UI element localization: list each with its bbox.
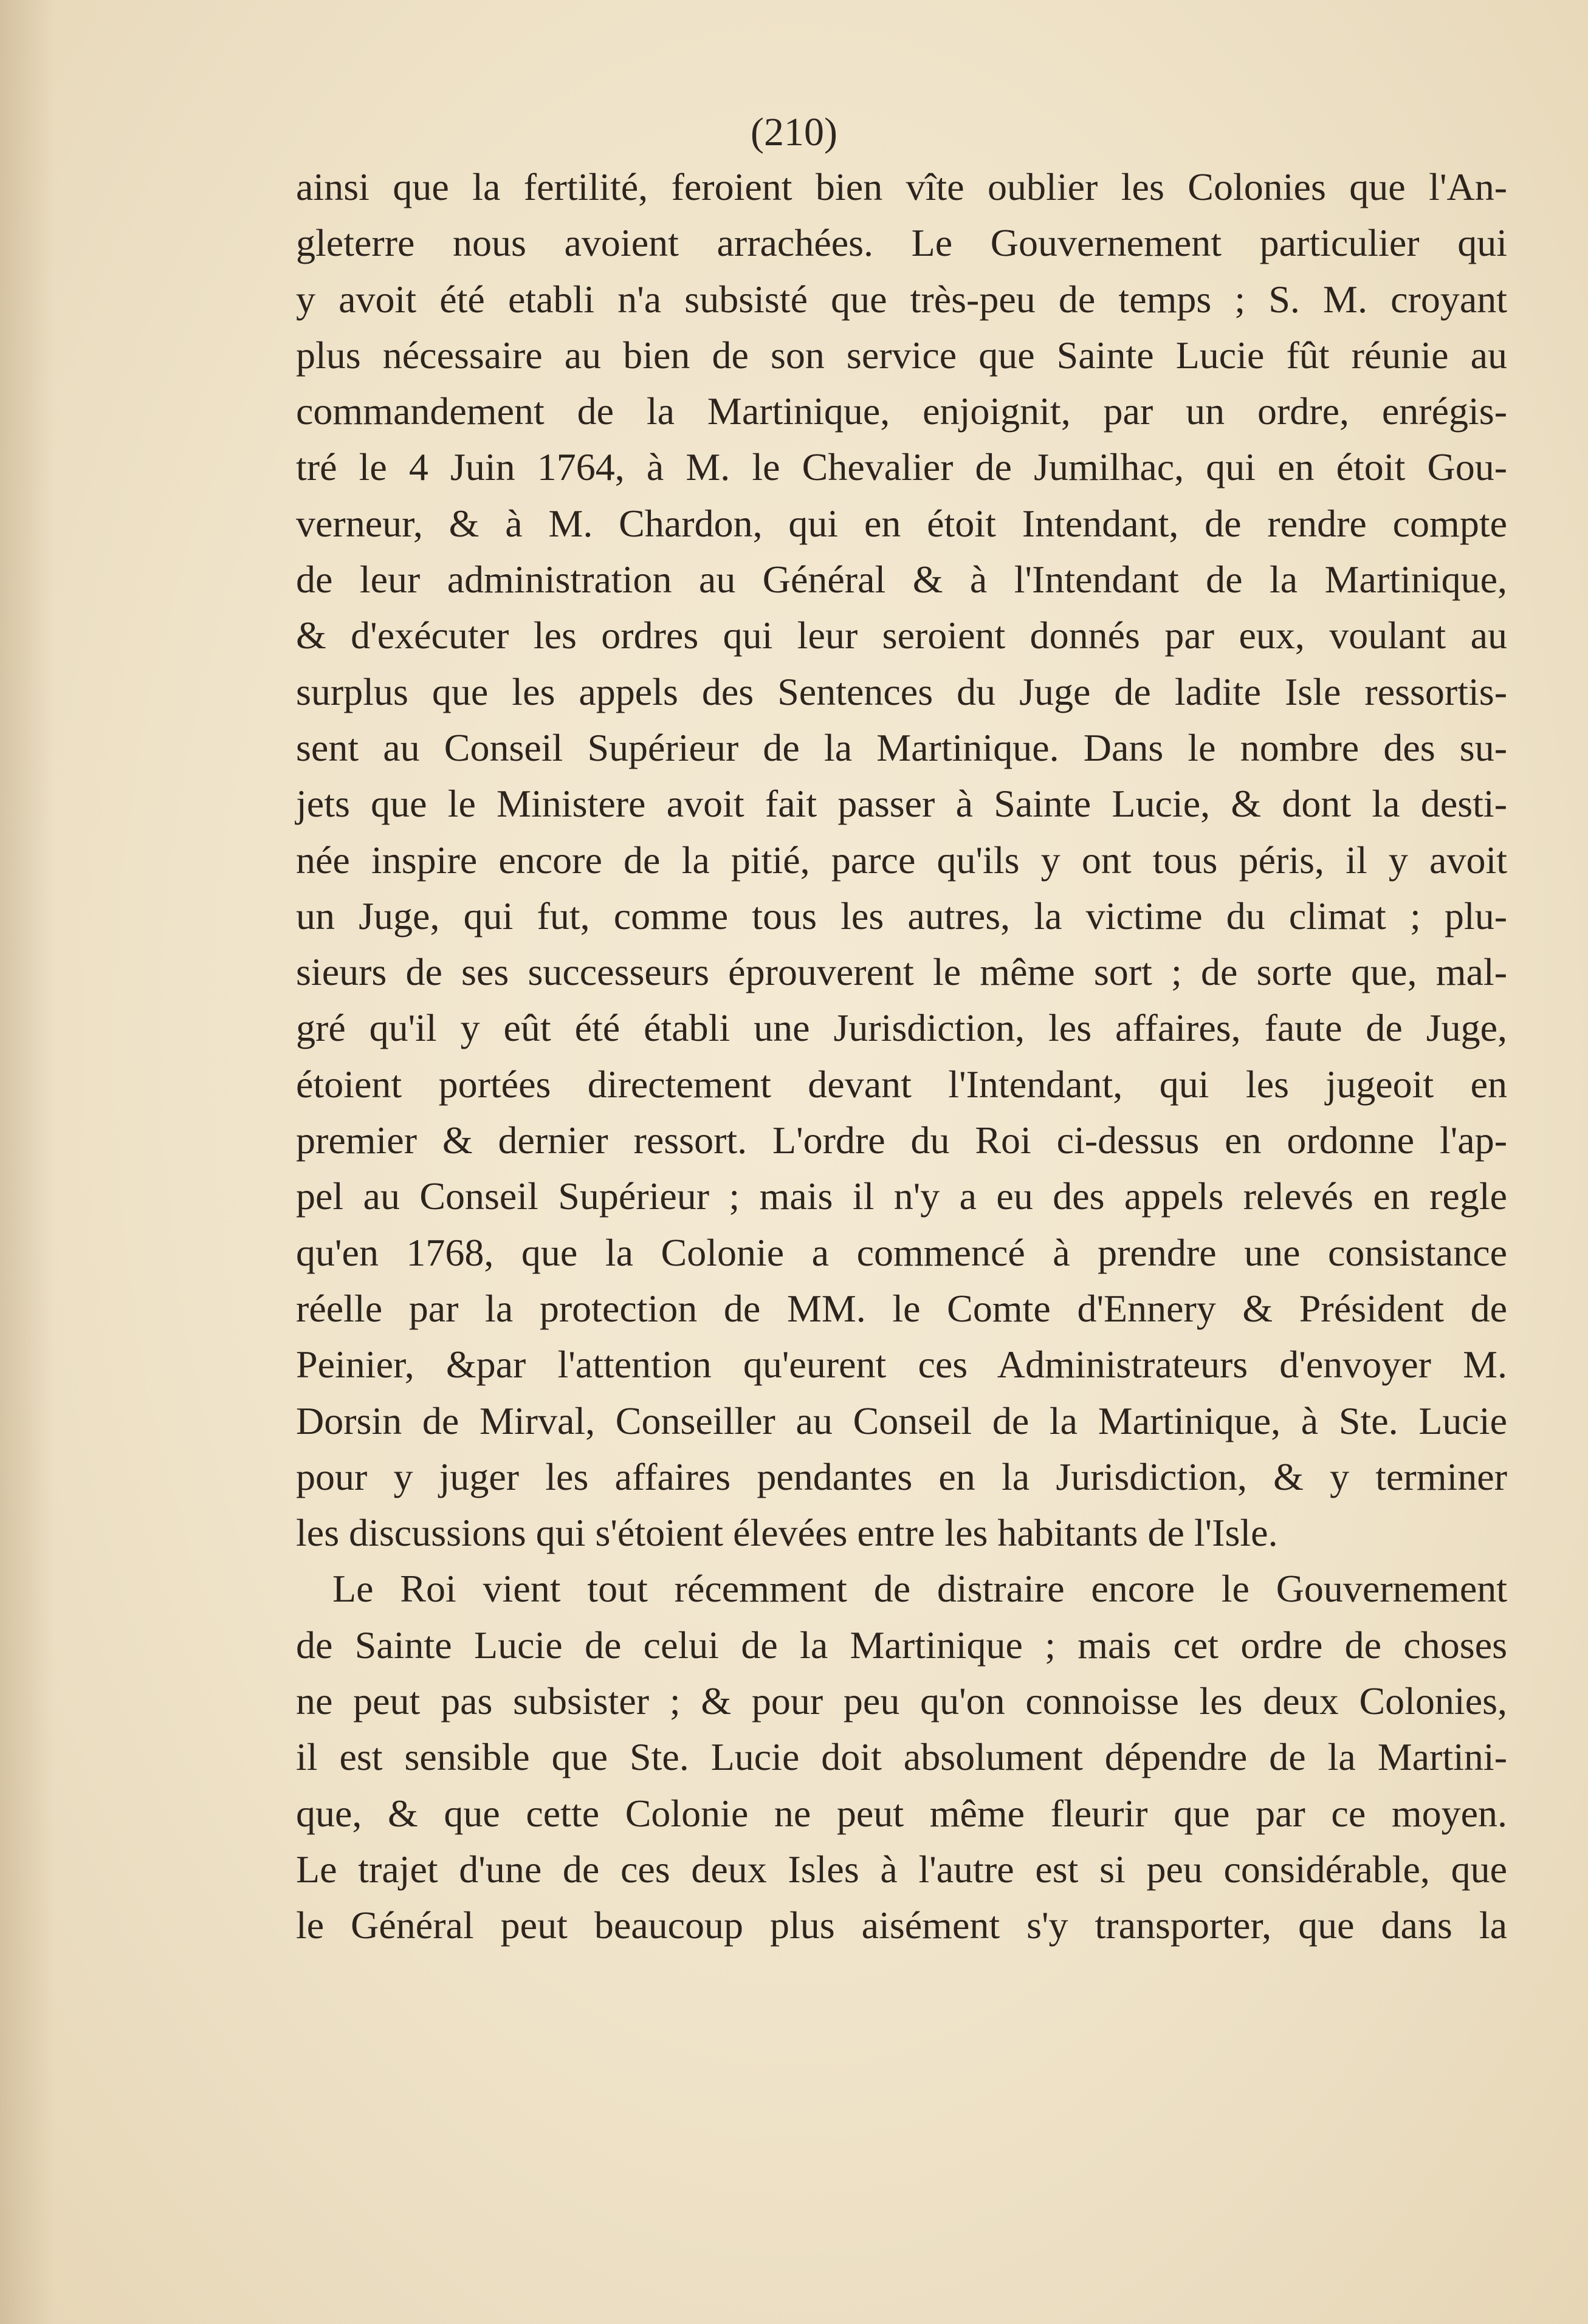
text-line: de leur administration au Général & à l'Intendant de la Martinique,: [296, 558, 1507, 602]
text-line: verneur, & à M. Chardon, qui en étoit Intendant, de rendre compte: [296, 501, 1507, 545]
text-line: étoient portées directement devant l'Intendant, qui les jugeoit en: [296, 1062, 1507, 1106]
text-line: sent au Conseil Supérieur de la Martinique. Dans le nombre des su-: [296, 725, 1507, 769]
text-line: un Juge, qui fut, comme tous les autres, la victime du climat ; plu-: [296, 894, 1507, 937]
text-line: ainsi que la fertilité, feroient bien vîte oublier les Colonies que l'An-: [296, 165, 1507, 208]
body-text: [296, 159, 1507, 1954]
text-line: premier & dernier ressort. L'ordre du Roi ci-dessus en ordonne l'ap-: [296, 1119, 1507, 1162]
text-line: née inspire encore de la pitié, parce qu'ils y ont tous péris, il y avoit: [296, 838, 1507, 882]
text-line: gré qu'il y eût été établi une Jurisdiction, les affaires, faute de Juge,: [296, 1006, 1507, 1050]
text-line: de Sainte Lucie de celui de la Martinique ; mais cet ordre de choses: [296, 1623, 1507, 1667]
page-number: (210): [751, 110, 837, 154]
text-line: Dorsin de Mirval, Conseiller au Conseil de la Martinique, à Ste. Lucie: [296, 1399, 1507, 1442]
text-line: gleterre nous avoient arrachées. Le Gouvernement particulier qui: [296, 221, 1507, 265]
text-line: ne peut pas subsister ; & pour peu qu'on connoisse les deux Colonies,: [296, 1679, 1507, 1723]
text-line: & d'exécuter les ordres qui leur seroient donnés par eux, voulant au: [296, 614, 1507, 657]
text-line: Le trajet d'une de ces deux Isles à l'autre est si peu considérable, que: [296, 1847, 1507, 1891]
text-line: que, & que cette Colonie ne peut même fleurir que par ce moyen.: [296, 1791, 1507, 1835]
text-line: commandement de la Martinique, enjoignit, par un ordre, enrégis-: [296, 389, 1507, 433]
text-line: plus nécessaire au bien de son service que Sainte Lucie fût réunie au: [296, 333, 1507, 377]
text-line: réelle par la protection de MM. le Comte d'Ennery & Président de: [296, 1286, 1507, 1330]
text-line: sieurs de ses successeurs éprouverent le même sort ; de sorte que, mal-: [296, 950, 1507, 994]
text-line: Le Roi vient tout récemment de distraire encore le Gouvernement: [332, 1567, 1507, 1611]
text-line: les discussions qui s'étoient élevées entre les habitants de l'Isle.: [296, 1511, 1278, 1555]
text-line: qu'en 1768, que la Colonie a commencé à prendre une consistance: [296, 1230, 1507, 1274]
text-line: Peinier, &par l'attention qu'eurent ces Administrateurs d'envoyer M.: [296, 1343, 1507, 1387]
binding-shadow: [0, 0, 55, 2324]
text-line: surplus que les appels des Sentences du Juge de ladite Isle ressortis-: [296, 670, 1507, 713]
text-line: y avoit été etabli n'a subsisté que très-peu de temps ; S. M. croyant: [296, 277, 1507, 321]
text-line: tré le 4 Juin 1764, à M. le Chevalier de Jumilhac, qui en étoit Gou-: [296, 445, 1507, 489]
paragraph-2: [296, 1561, 1507, 1953]
text-line: jets que le Ministere avoit fait passer à Sainte Lucie, & dont la desti-: [296, 782, 1507, 826]
text-line: pel au Conseil Supérieur ; mais il n'y a eu des appels relevés en regle: [296, 1174, 1507, 1218]
text-line: pour y juger les affaires pendantes en la Jurisdiction, & y terminer: [296, 1455, 1507, 1498]
paragraph-1: [296, 159, 1507, 1561]
text-line: le Général peut beaucoup plus aisément s'y transporter, que dans la: [296, 1904, 1507, 1947]
text-line: il est sensible que Ste. Lucie doit absolument dépendre de la Martini-: [296, 1735, 1507, 1779]
